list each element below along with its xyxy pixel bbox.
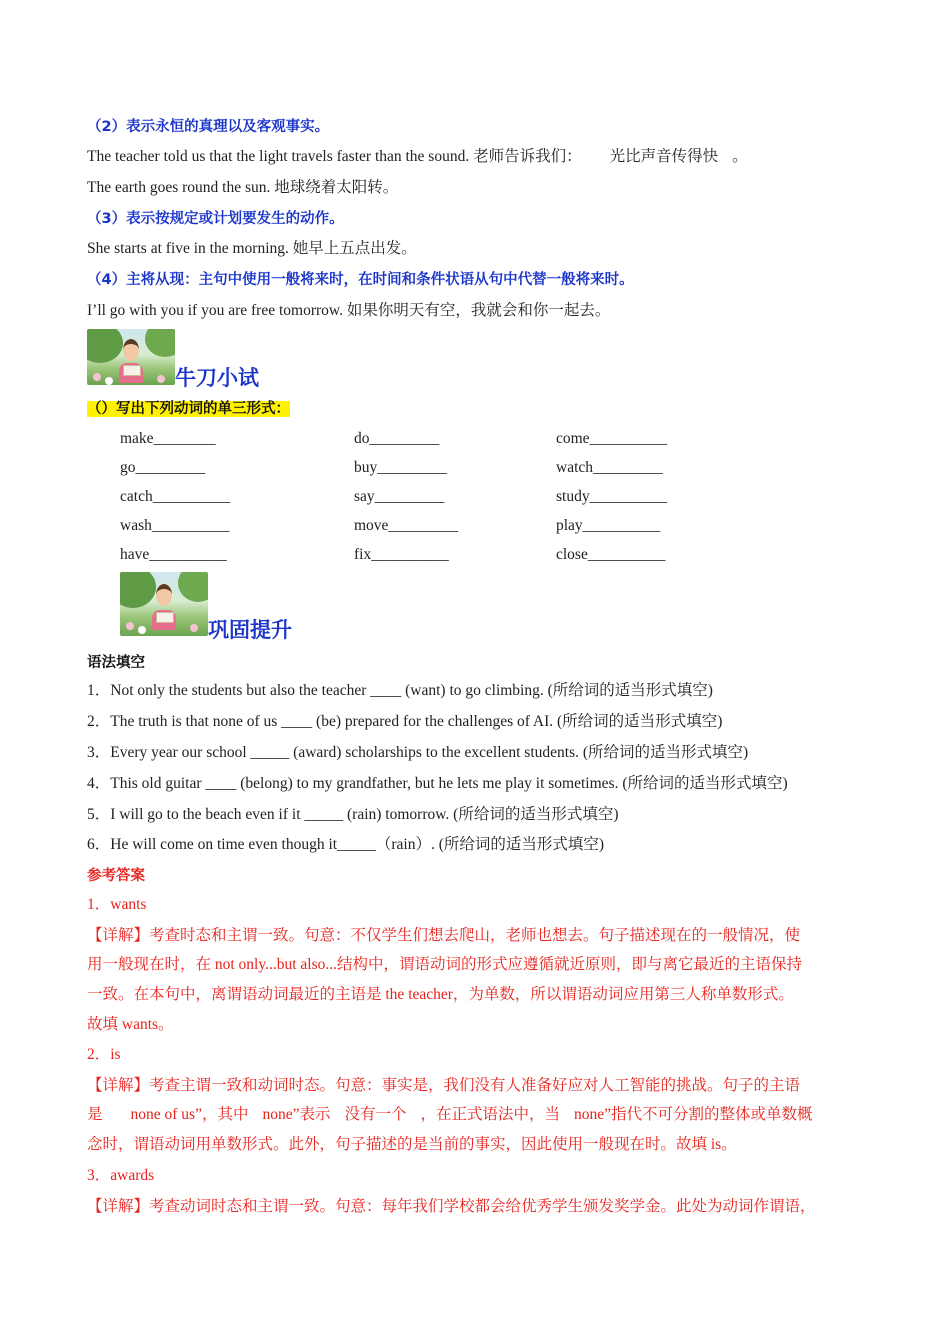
point-3-example: She starts at five in the morning. 她早上五点出发。 bbox=[87, 240, 417, 257]
verb-cell: close__________ bbox=[556, 546, 666, 563]
answer-2: 2．is bbox=[87, 1046, 121, 1063]
answer-1-explanation-line: 用一般现在时，在 not only...but also...结构中，谓语动词的形式应遵循就近原则，即与离它最近的主语保持 bbox=[87, 956, 803, 973]
verb-cell: do_________ bbox=[354, 430, 440, 447]
verb-cell: watch_________ bbox=[556, 459, 663, 476]
answer-3: 3．awards bbox=[87, 1167, 155, 1184]
verb-cell: move_________ bbox=[354, 517, 459, 534]
answer-1-explanation-line: 故填 wants。 bbox=[87, 1016, 174, 1033]
verb-cell: make________ bbox=[120, 430, 216, 447]
answers-heading: 参考答案 bbox=[87, 868, 145, 884]
point-2-heading: （2）表示永恒的真理以及客观事实。 bbox=[87, 119, 330, 135]
verb-cell: wash__________ bbox=[120, 517, 230, 534]
question-2: 2．The truth is that none of us ____ (be) prepared for the challenges of AI. (所给词的适当形式填空) bbox=[87, 713, 723, 730]
verb-cell: come__________ bbox=[556, 430, 668, 447]
verb-cell: say_________ bbox=[354, 488, 445, 505]
section-title-niudao: 牛刀小试 bbox=[175, 366, 259, 390]
verb-cell: catch__________ bbox=[120, 488, 231, 505]
point-4-example: I’ll go with you if you are free tomorrow. 如果你明天有空，我就会和你一起去。 bbox=[87, 302, 611, 319]
verb-cell: buy_________ bbox=[354, 459, 447, 476]
question-4: 4．This old guitar ____ (belong) to my grandfather, but he lets me play it sometimes. (所给词的适当形式填空) bbox=[87, 775, 788, 792]
answer-1-explanation-line: 【详解】考查时态和主谓一致。句意：不仅学生们想去爬山，老师也想去。句子描述现在的一般情况，使 bbox=[87, 927, 801, 944]
answer-2-explanation-line: 【详解】考查主谓一致和动词时态。句意：事实是，我们没有人准备好应对人工智能的挑战。句子的主语 bbox=[87, 1077, 801, 1094]
question-3: 3．Every year our school _____ (award) scholarships to the excellent students. (所给词的适当形式填空) bbox=[87, 744, 749, 761]
illustration-image bbox=[120, 572, 208, 636]
illustration-image bbox=[87, 329, 175, 385]
point-2-example-2: The earth goes round the sun. 地球绕着太阳转。 bbox=[87, 179, 399, 196]
verb-cell: go_________ bbox=[120, 459, 206, 476]
section-title-gonggu: 巩固提升 bbox=[208, 618, 292, 642]
point-2-example-1: The teacher told us that the light travels faster than the sound. 老师告诉我们： 光比声音传得快 。 bbox=[87, 148, 748, 165]
verb-cell: fix__________ bbox=[354, 546, 449, 563]
question-6: 6．He will come on time even though it_____（rain）. (所给词的适当形式填空) bbox=[87, 836, 605, 853]
point-3-heading: （3）表示按规定或计划要发生的动作。 bbox=[87, 211, 344, 227]
verb-cell: study__________ bbox=[556, 488, 668, 505]
question-1: 1．Not only the students but also the teacher ____ (want) to go climbing. (所给词的适当形式填空) bbox=[87, 682, 713, 699]
answer-3-explanation-line: 【详解】考查动词时态和主谓一致。句意：每年我们学校都会给优秀学生颁发奖学金。此处为动词作谓语， bbox=[87, 1198, 816, 1215]
question-5: 5．I will go to the beach even if it _____ (rain) tomorrow. (所给词的适当形式填空) bbox=[87, 806, 619, 823]
verb-cell: play__________ bbox=[556, 517, 661, 534]
answer-1-explanation-line: 一致。在本句中，离谓语动词最近的主语是 the teacher，为单数，所以谓语动词应用第三人称单数形式。 bbox=[87, 986, 794, 1003]
point-4-heading: （4）主将从现：主句中使用一般将来时，在时间和条件状语从句中代替一般将来时。 bbox=[87, 272, 634, 288]
answer-1: 1．wants bbox=[87, 896, 147, 913]
section2-subtitle: 语法填空 bbox=[87, 655, 145, 671]
answer-2-explanation-line: 念时，谓语动词用单数形式。此外，句子描述的是当前的事实，因此使用一般现在时。故填 is。 bbox=[87, 1136, 737, 1153]
answer-2-explanation-line: 是 none of us”，其中 none”表示 没有一个 ，在正式语法中，当 none”指代不可分割的整体或单数概 bbox=[87, 1106, 813, 1123]
verb-cell: have__________ bbox=[120, 546, 227, 563]
section1-instruction: （）写出下列动词的单三形式： bbox=[87, 401, 290, 417]
